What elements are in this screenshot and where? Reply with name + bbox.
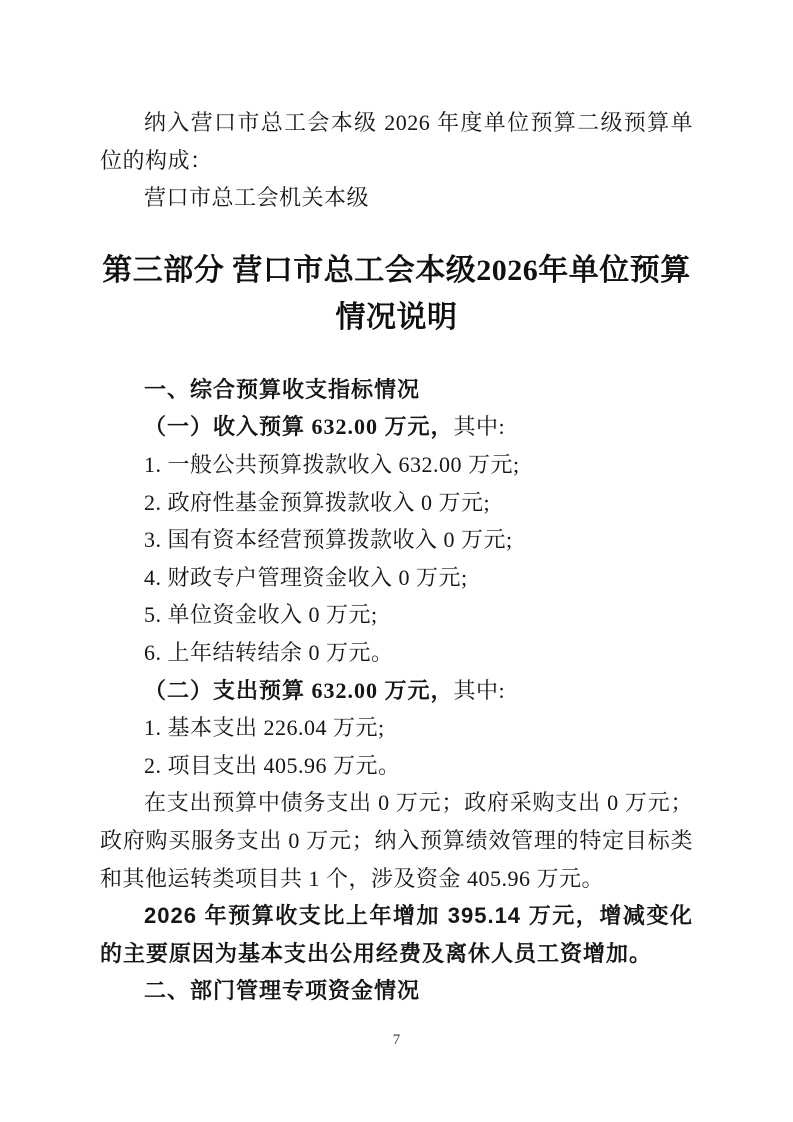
income-budget-rest: 其中:	[453, 414, 506, 440]
intro-composition-paragraph: 纳入营口市总工会本级 2026 年度单位预算二级预算单位的构成：	[100, 110, 693, 173]
income-item-3: 3. 国有资本经营预算拨款收入 0 万元;	[144, 527, 513, 553]
expense-budget-rest: 其中:	[453, 677, 506, 703]
budget-change-paragraph: 2026 年预算收支比上年增加 395.14 万元，增减变化的主要原因为基本支出公用经费及离休人员工资增加。	[100, 903, 693, 966]
expense-detail-paragraph: 在支出预算中债务支出 0 万元；政府采购支出 0 万元；政府购买服务支出 0 万元；纳入预算绩效管理的特定目标类和其他运转类项目共 1 个，涉及资金 405.96 万元。	[100, 790, 693, 891]
income-budget-line	[100, 408, 693, 446]
intro-unit-line: 营口市总工会机关本级	[144, 185, 370, 211]
page-number: 7	[392, 1032, 401, 1048]
income-budget-lead: （一）收入预算 632.00 万元，	[144, 414, 454, 440]
expense-budget-lead: （二）支出预算 632.00 万元，	[144, 677, 454, 703]
expense-budget-line	[100, 672, 693, 710]
expense-item-1: 1. 基本支出 226.04 万元;	[144, 715, 385, 741]
part-three-heading: 第三部分 营口市总工会本级2026年单位预算情况说明	[102, 253, 691, 334]
section-1-title: 一、综合预算收支指标情况	[144, 376, 421, 402]
income-item-5: 5. 单位资金收入 0 万元;	[144, 602, 378, 628]
income-item-2: 2. 政府性基金预算拨款收入 0 万元;	[144, 489, 491, 515]
income-item-1: 1. 一般公共预算拨款收入 632.00 万元;	[144, 451, 520, 477]
section-2-title: 二、部门管理专项资金情况	[144, 978, 421, 1004]
income-item-6: 6. 上年结转结余 0 万元。	[144, 639, 394, 665]
expense-item-2: 2. 项目支出 405.96 万元。	[144, 752, 401, 778]
income-item-4: 4. 财政专户管理资金收入 0 万元;	[144, 564, 468, 590]
